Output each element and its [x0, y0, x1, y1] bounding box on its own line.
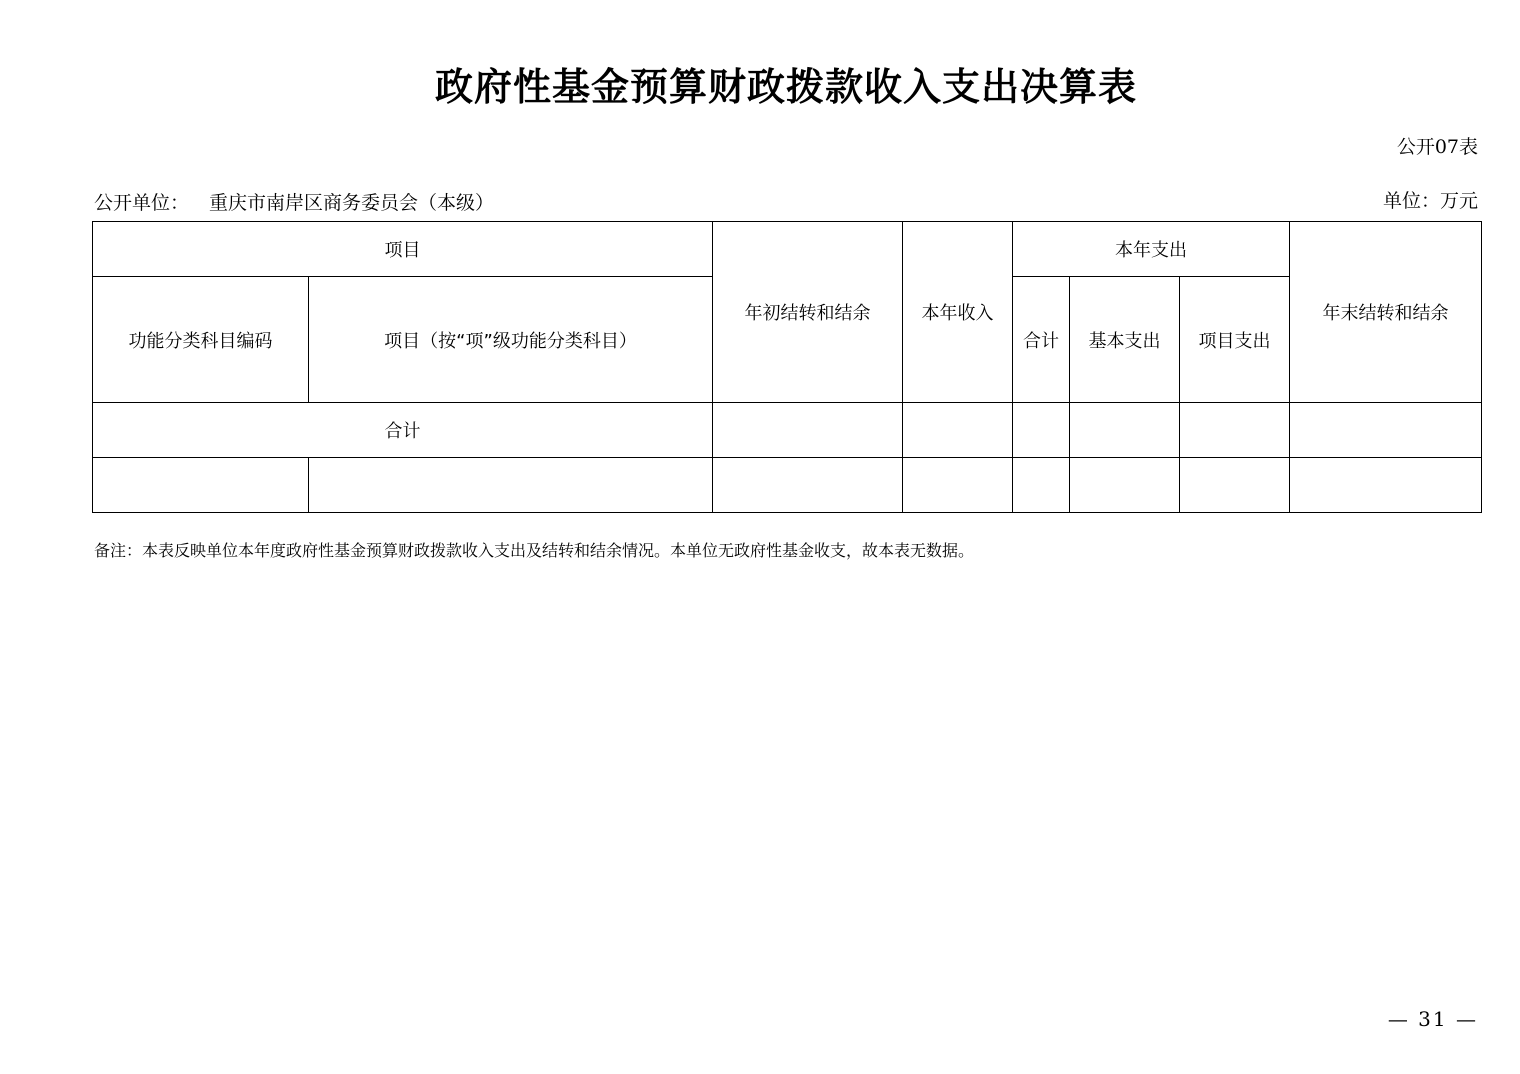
header-opening-balance: 年初结转和结余	[713, 222, 903, 403]
header-row-1	[93, 222, 1482, 277]
table-cell	[903, 458, 1013, 513]
total-cell	[1070, 403, 1180, 458]
table-row	[93, 458, 1482, 513]
total-cell	[1180, 403, 1290, 458]
total-cell	[903, 403, 1013, 458]
reporting-organization	[94, 188, 494, 215]
org-name: 重庆市南岸区商务委员会（本级）	[209, 192, 495, 214]
table-note: 备注：本表反映单位本年度政府性基金预算财政拨款收入支出及结转和结余情况。本单位无政府性基金收支，故本表无数据。	[94, 541, 975, 560]
table-cell	[1013, 458, 1070, 513]
header-project-detail: 项目（按“项”级功能分类科目）	[309, 277, 713, 403]
total-cell	[1013, 403, 1070, 458]
org-label: 公开单位：	[94, 192, 190, 214]
total-cell	[1290, 403, 1482, 458]
header-func-code: 功能分类科目编码	[93, 277, 309, 403]
header-closing-balance: 年末结转和结余	[1290, 222, 1482, 403]
total-cell	[713, 403, 903, 458]
table-cell	[93, 458, 309, 513]
form-number: 公开07表	[1396, 136, 1478, 158]
budget-table	[92, 221, 1482, 513]
total-label: 合计	[93, 403, 713, 458]
total-row	[93, 403, 1482, 458]
header-exp-total: 合计	[1013, 277, 1070, 403]
document-title: 政府性基金预算财政拨款收入支出决算表	[434, 65, 1137, 109]
header-project: 项目	[93, 222, 713, 277]
header-expenditure: 本年支出	[1013, 222, 1290, 277]
table-cell	[1180, 458, 1290, 513]
table-cell	[1290, 458, 1482, 513]
currency-unit: 单位：万元	[1382, 190, 1478, 212]
table-cell	[713, 458, 903, 513]
page-number: — 31 —	[1387, 1007, 1478, 1031]
table-cell	[309, 458, 713, 513]
header-exp-basic: 基本支出	[1070, 277, 1180, 403]
header-income: 本年收入	[903, 222, 1013, 403]
table-cell	[1070, 458, 1180, 513]
header-exp-project: 项目支出	[1180, 277, 1290, 403]
